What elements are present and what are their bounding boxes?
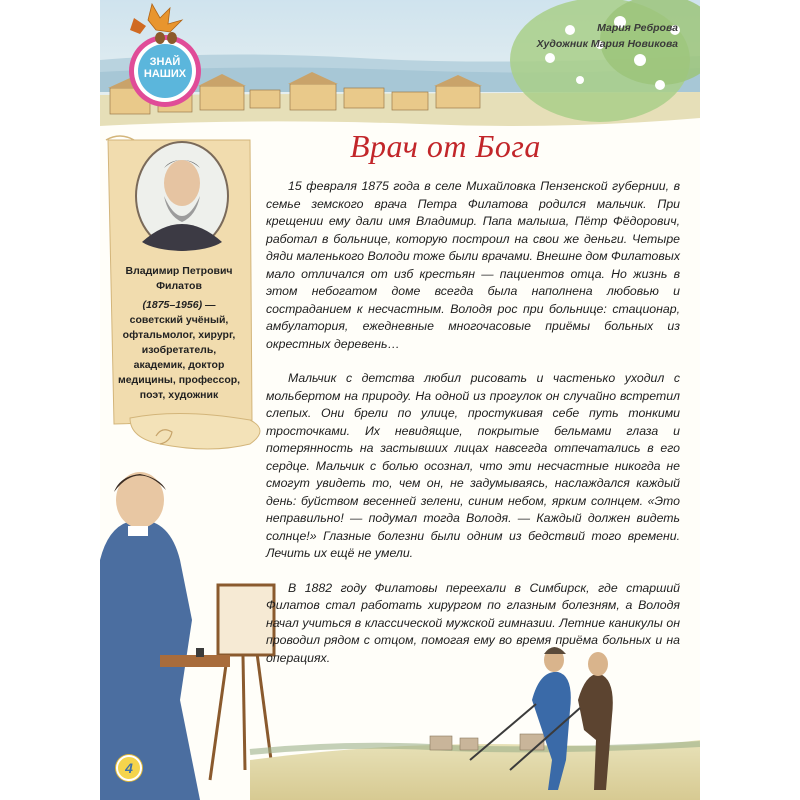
portrait-illustration [136,142,228,251]
badge-line-1: ЗНАЙ [149,56,181,68]
page-number: 4 [116,755,142,781]
caption-description: советский учёный, офтальмолог, хирург, изобретатель, академик, доктор медицины, профессор, поэт, художник [117,314,241,401]
article-body [266,178,680,684]
byline [537,20,678,52]
portrait-caption [116,264,242,403]
author-name: Мария Реброва [597,22,678,34]
book-page [100,0,700,800]
paragraph-1: 15 февраля 1875 года в селе Михайловка Пензенской губернии, в семье земского врача Петра Филатова родился мальчик. При крещении ему дали имя Владимир. Папа малыша, Пётр Фёдорович, работал в больнице, которую построил на свои же деньги. Четыре дяди маленького Володи тоже были врачами. Внешне дом Филатовых мало отличался от изб крестьян — пациентов отца. Но жизнь в этом небогатом доме всегда была наполнена любовью и состраданием к несчастным. Володя рос при больнице: стационар, амбулатория, ежедневные многочасовые приёмы больных из окрестных деревень… [266,179,680,351]
paragraph-2: Мальчик с детства любил рисовать и частенько уходил с мольбертом на природу. На одной из прогулок он случайно встретил слепых. Они брели по улице, простукивая себе путь тонкими тросточками. Их невидящие, покрытые бельмами глаза и потерянность на застывших лицах навсегда отпечатались в его сердце. Мальчик с болью осознал, что эти несчастные никогда не смогут увидеть то, чем он, не задумываясь, наслаждался каждый день: буйством весенней зелени, синим небом, ярким солнцем. «Это неправильно! — подумал тогда Володя. — Каждый должен видеть солнце!» Глазные болезни были одним из бедствий того времени. Лечить их ещё не умели. [266,371,680,560]
caption-name: Владимир Петрович Филатов [125,265,233,292]
illustrator-name: Художник Мария Новикова [536,38,678,50]
field-landscape-illustration [250,734,700,800]
boy-with-easel-illustration [100,472,275,800]
article-title: Врач от Бога [350,128,541,164]
caption-dates: (1875–1956) — [142,299,216,311]
section-badge-label [128,34,202,108]
paragraph-3: В 1882 году Филатовы переехали в Симбирск, где старший Филатов стал работать хирургом по глазным болезням, а Володя начал учиться в классической мужской гимназии. Летние каникулы он проводил рядом с отцом, помогая ему во время приёма больных и на операциях. [266,580,680,665]
badge-line-2: НАШИХ [143,68,187,80]
